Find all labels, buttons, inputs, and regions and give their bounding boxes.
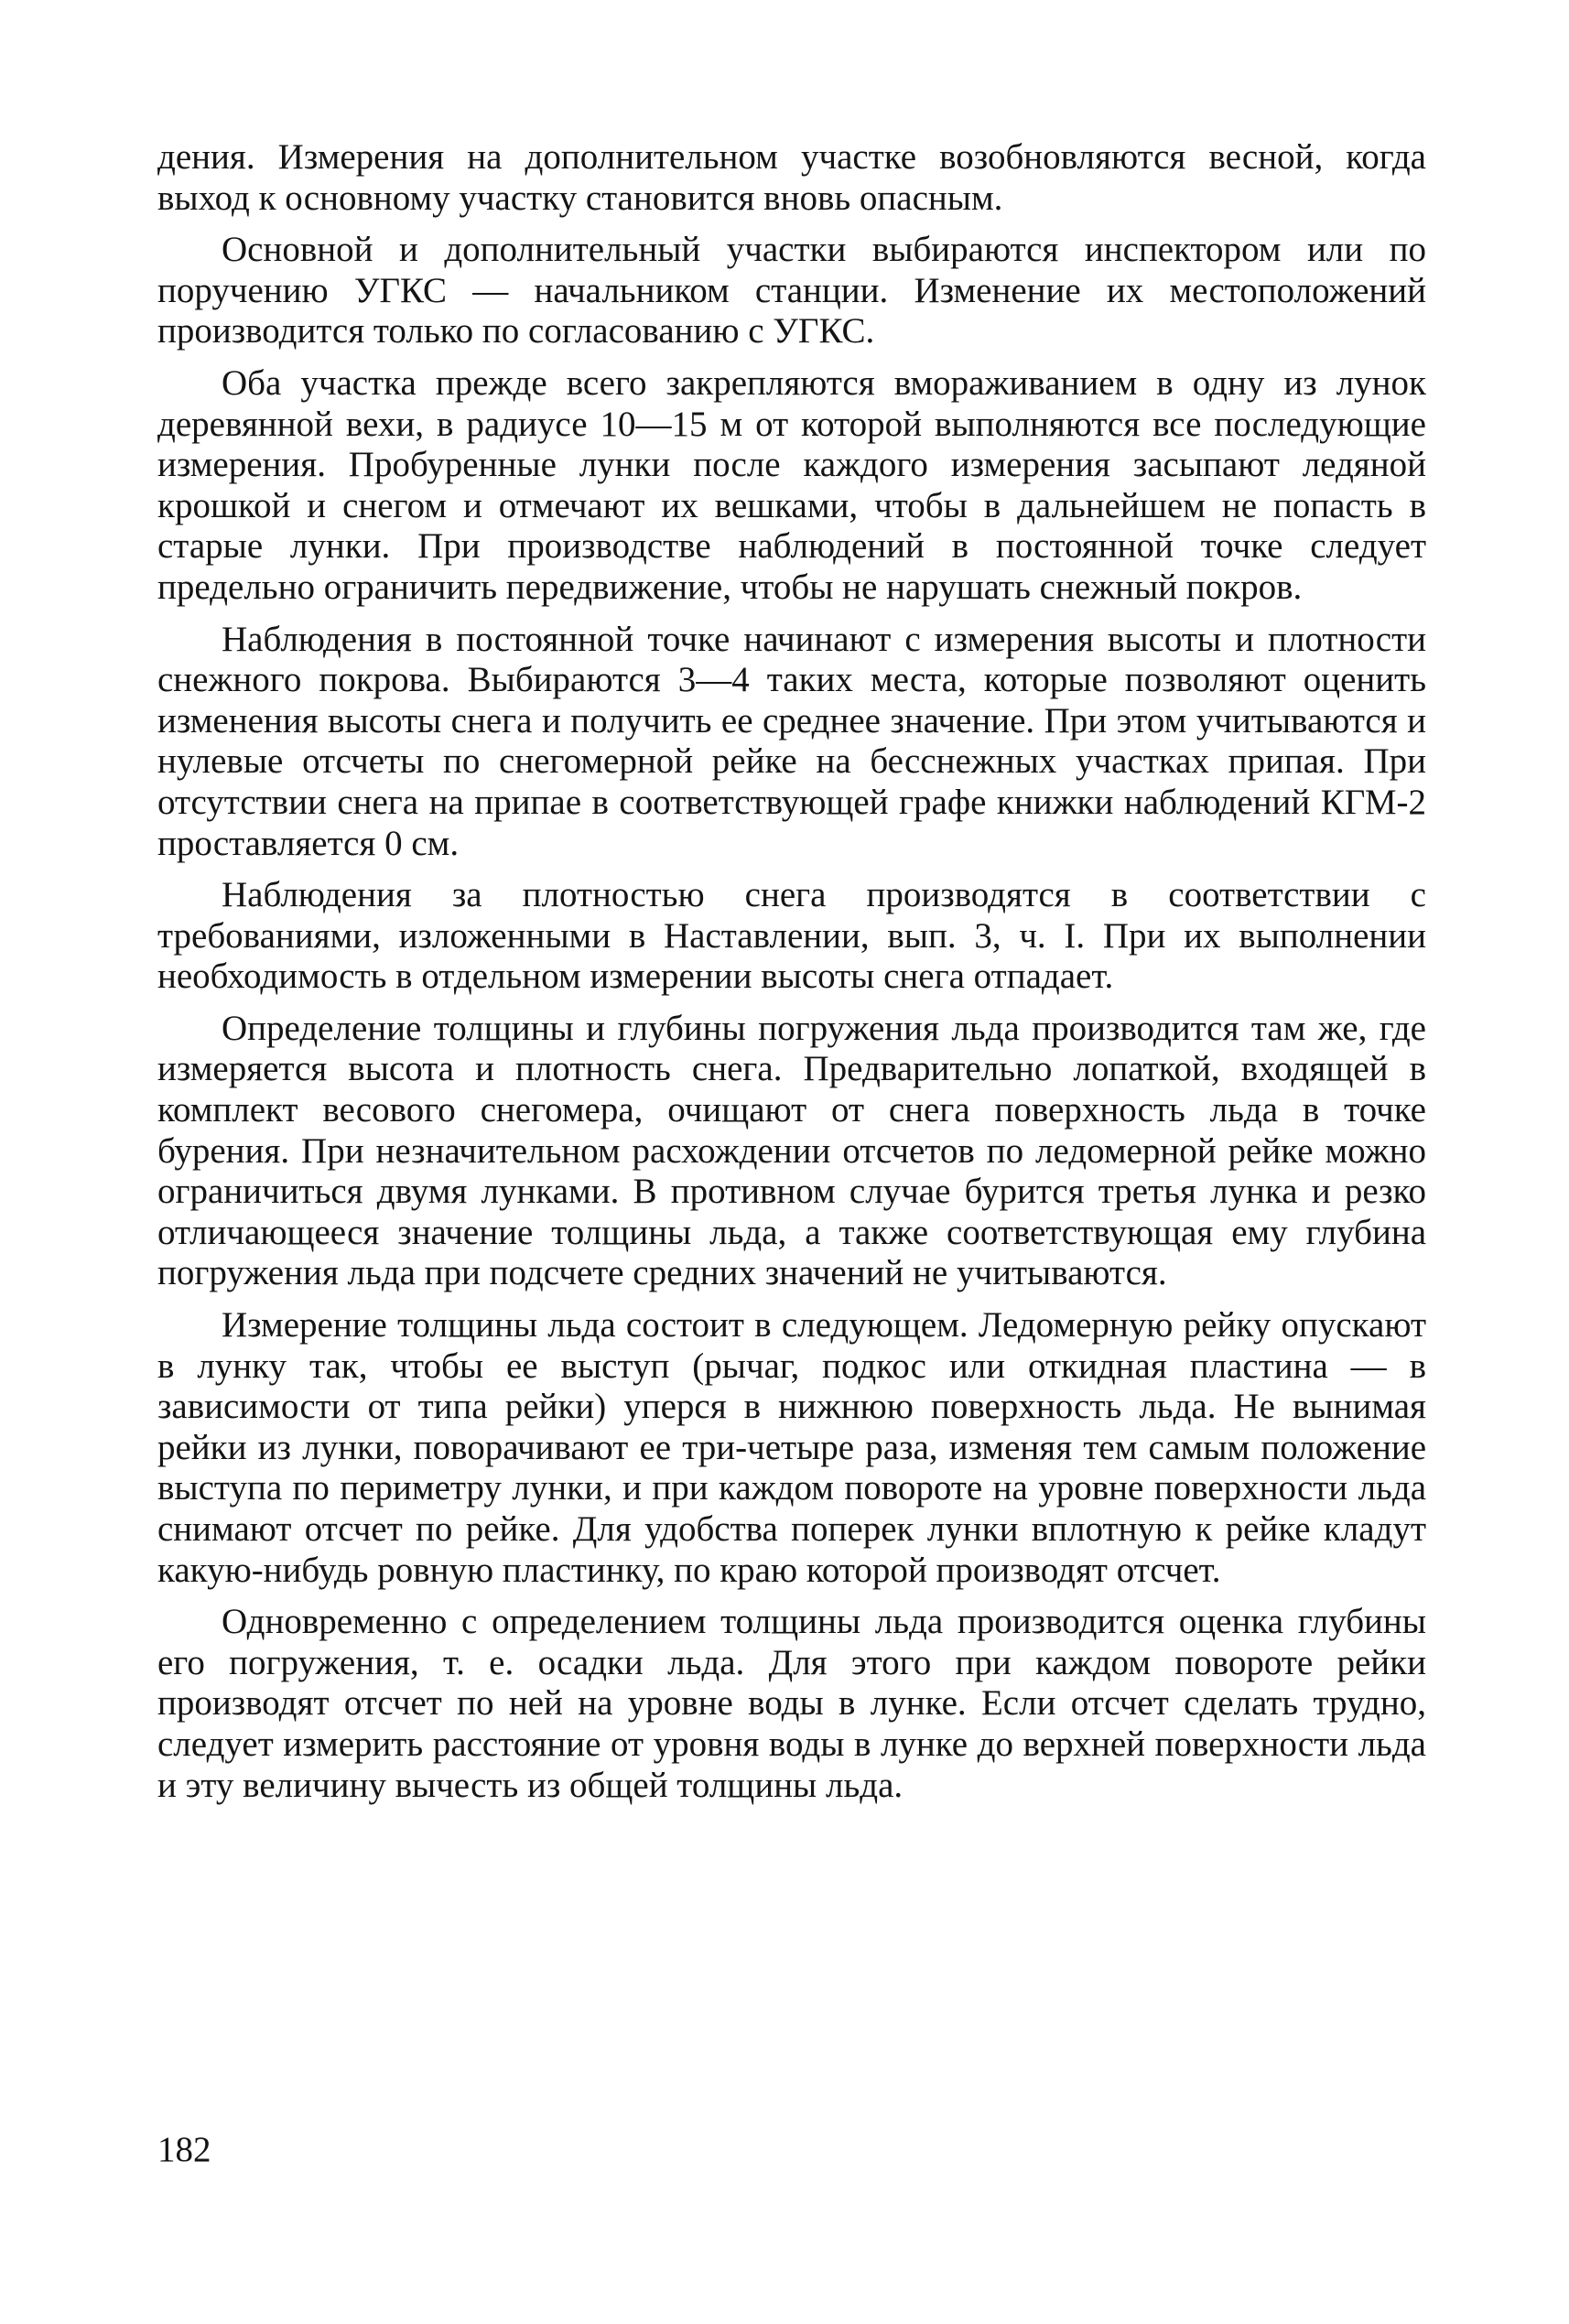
page-body [157,137,1426,1817]
paragraph-ice-measurement-method: Измерение толщины льда состоит в следующем. Ледомерную рейку опускают в лунку так, чтобы ее выступ (рычаг, подкос или откидная пластина — в зависимости от типа рейки) уперся в нижнюю поверхность льда. Не вынимая рейки из лунки, поворачивают ее три-четыре раза, изменяя тем самым положение выступа по периметру лунки, и при каждом повороте на уровне поверхности льда снимают отсчет по рейке. Для удобства поперек лунки вплотную к рейке кладут какую-нибудь ровную пластинку, по краю которой производят отсчет. [157,1305,1426,1590]
paragraph-snow-density: Наблюдения за плотностью снега производятся в соответствии с требованиями, изложенными в Наставлении, вып. 3, ч. I. При их выполнении необходимость в отдельном измерении высоты снега отпадает. [157,875,1426,997]
paragraph-site-marking: Оба участка прежде всего закрепляются вмораживанием в одну из лунок деревянной вехи, в радиусе 10—15 м от которой выполняются все последующие измерения. Пробуренные лунки после каждого измерения засыпают ледяной крошкой и снегом и отмечают их вешками, чтобы в дальнейшем не попасть в старые лунки. При производстве наблюдений в постоянной точке следует предельно ограничить передвижение, чтобы не нарушать снежный покров. [157,362,1426,607]
paragraph-snow-height: Наблюдения в постоянной точке начинают с измерения высоты и плотности снежного покрова. Выбираются 3—4 таких места, которые позволяют оценить изменения высоты снега и получить ее среднее значение. При этом учитываются и нулевые отсчеты по снегомерной рейке на бесснежных участках припая. При отсутствии снега на припае в соответствующей графе книжки наблюдений КГМ-2 проставляется 0 см. [157,619,1426,863]
paragraph-continuation: дения. Измерения на дополнительном участке возобновляются весной, когда выход к основному участку становится вновь опасным. [157,137,1426,218]
paragraph-ice-thickness-location: Определение толщины и глубины погружения льда производится там же, где измеряется высота и плотность снега. Предварительно лопаткой, входящей в комплект весового снегомера, очищают от снега поверхность льда в точке бурения. При незначительном расхождении отсчетов по ледомерной рейке можно ограничиться двумя лунками. В противном случае бурится третья лунка и резко отличающееся значение толщины льда, а также соответствующая ему глубина погружения льда при подсчете средних значений не учитываются. [157,1008,1426,1293]
paragraph-ice-draft: Одновременно с определением толщины льда производится оценка глубины его погружения, т. е. осадки льда. Для этого при каждом повороте рейки производят отсчет по ней на уровне воды в лунке. Если отсчет сделать трудно, следует измерить расстояние от уровня воды в лунке до верхней поверхности льда и эту величину вычесть из общей толщины льда. [157,1602,1426,1805]
page-number: 182 [157,2130,211,2169]
paragraph-site-selection: Основной и дополнительный участки выбираются инспектором или по поручению УГКС — начальником станции. Изменение их местоположений производится только по согласованию с УГКС. [157,230,1426,351]
